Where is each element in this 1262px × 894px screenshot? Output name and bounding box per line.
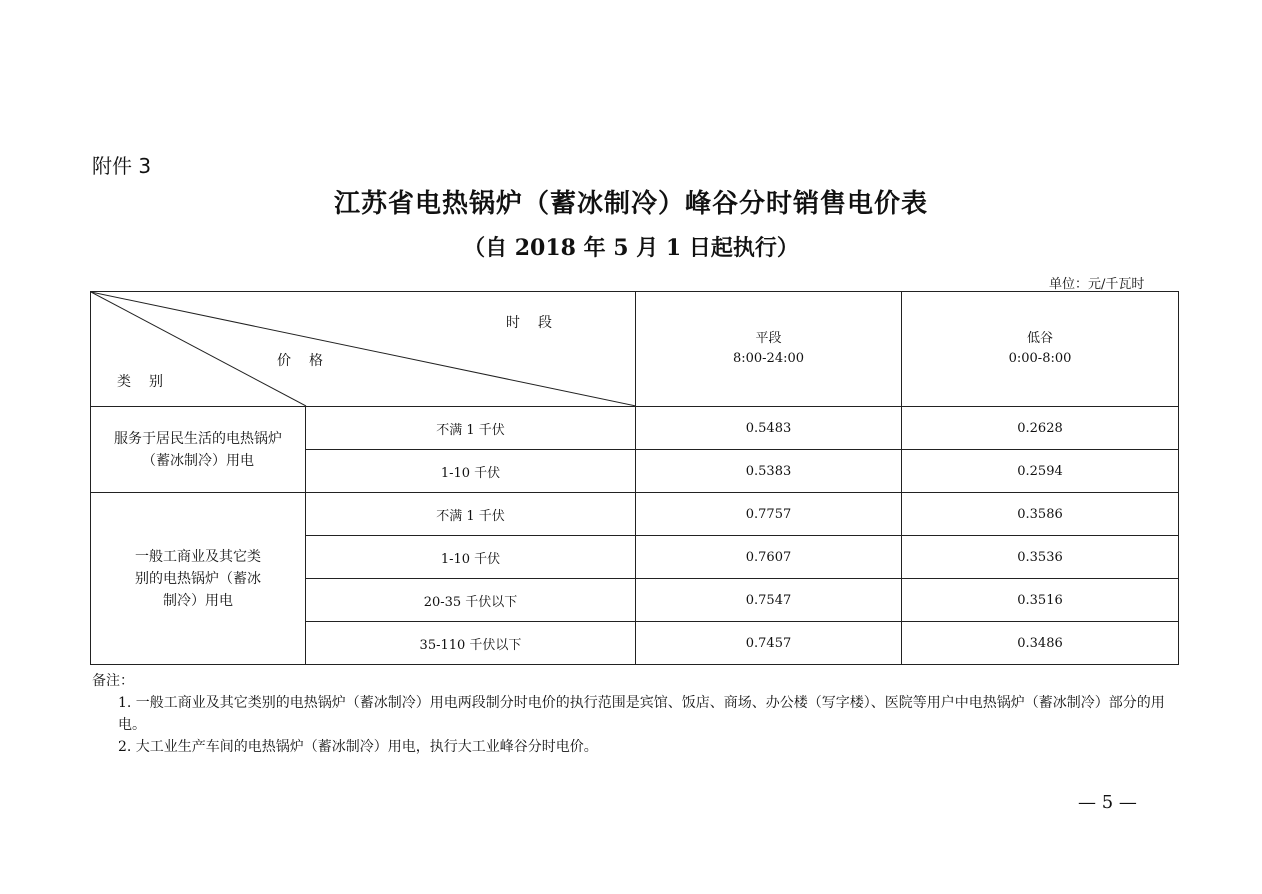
capacity-cell: 不满 1 千伏 (306, 493, 636, 536)
flat-price-cell: 0.5383 (636, 450, 902, 493)
table-row (91, 407, 1179, 450)
valley-price-cell: 0.3486 (902, 622, 1179, 665)
period-axis-label: 时段 (506, 315, 570, 331)
page-number: — 5 — (1078, 792, 1137, 813)
column-header-flat (636, 292, 902, 407)
flat-price-cell: 0.7607 (636, 536, 902, 579)
capacity-cell: 不满 1 千伏 (306, 407, 636, 450)
valley-price-cell: 0.3516 (902, 579, 1179, 622)
flat-price-cell: 0.7547 (636, 579, 902, 622)
flat-period-name: 平段 (755, 331, 782, 346)
attachment-label: 附件 3 (92, 154, 152, 178)
notes-label: 备注： (92, 673, 134, 689)
capacity-cell: 20-35 千伏以下 (306, 579, 636, 622)
table-header-row (91, 292, 1179, 407)
valley-price-cell: 0.2628 (902, 407, 1179, 450)
flat-price-cell: 0.5483 (636, 407, 902, 450)
tariff-table (90, 291, 1179, 665)
price-axis-label: 价格 (277, 353, 341, 369)
flat-price-cell: 0.7757 (636, 493, 902, 536)
notes-section (92, 670, 1182, 758)
category-cell-residential: 服务于居民生活的电热锅炉（蓄冰制冷）用电 (91, 407, 306, 493)
valley-period-time: 0:00-8:00 (1008, 351, 1072, 366)
valley-period-name: 低谷 (1026, 331, 1053, 346)
capacity-cell: 35-110 千伏以下 (306, 622, 636, 665)
capacity-cell: 1-10 千伏 (306, 536, 636, 579)
diagonal-header-cell (91, 292, 636, 407)
valley-price-cell: 0.3536 (902, 536, 1179, 579)
category-axis-label: 类别 (117, 374, 181, 390)
document-subtitle: （自 2018 年 5 月 1 日起执行） (463, 235, 799, 261)
table-row (91, 493, 1179, 536)
column-header-valley (902, 292, 1179, 407)
flat-period-time: 8:00-24:00 (732, 351, 805, 366)
note-item: 2. 大工业生产车间的电热锅炉（蓄冰制冷）用电，执行大工业峰谷分时电价。 (118, 739, 598, 755)
valley-price-cell: 0.2594 (902, 450, 1179, 493)
valley-price-cell: 0.3586 (902, 493, 1179, 536)
capacity-cell: 1-10 千伏 (306, 450, 636, 493)
flat-price-cell: 0.7457 (636, 622, 902, 665)
document-title: 江苏省电热锅炉（蓄冰制冷）峰谷分时销售电价表 (333, 189, 928, 219)
note-item: 1. 一般工商业及其它类别的电热锅炉（蓄冰制冷）用电两段制分时电价的执行范围是宾馆、饭店、商场、办公楼（写字楼）、医院等用户中电热锅炉（蓄冰制冷）部分的用电。 (118, 695, 1165, 733)
category-cell-commercial: 一般工商业及其它类别的电热锅炉（蓄冰制冷）用电 (91, 493, 306, 665)
unit-label: 单位：元/千瓦时 (1049, 277, 1145, 292)
